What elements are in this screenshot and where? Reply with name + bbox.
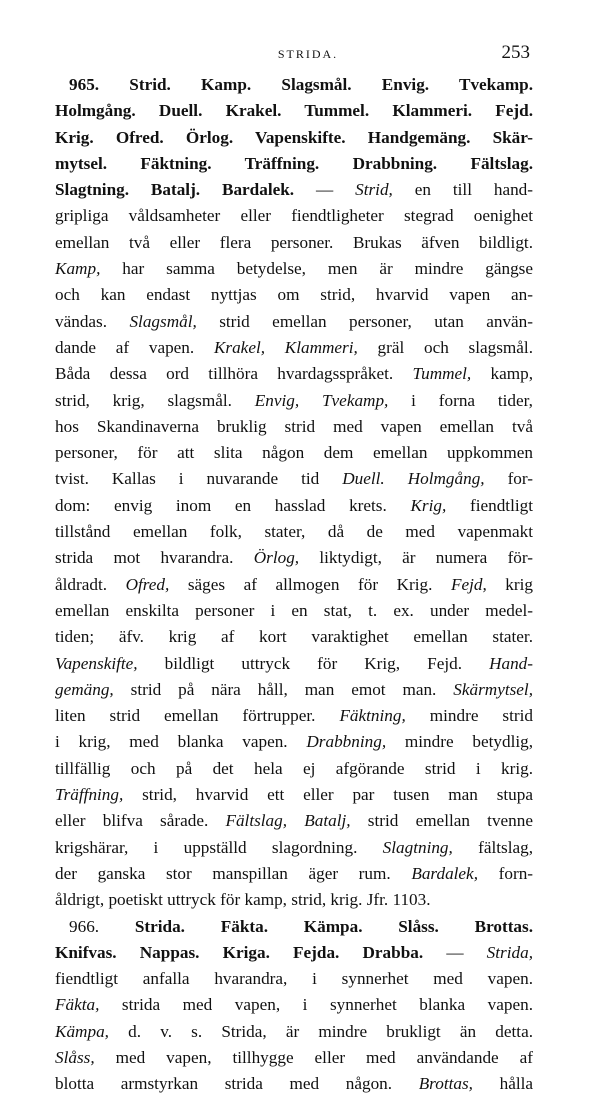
text-run: Örlog, bbox=[253, 548, 300, 568]
text-run: Knifvas. Nappas. Kriga. Fejda. Drabba. bbox=[55, 942, 424, 962]
text-run: har samma betydelse, men är mindre gängse bbox=[100, 259, 533, 279]
text-line bbox=[55, 1019, 533, 1045]
text-line bbox=[55, 887, 533, 913]
text-run: Brottas, bbox=[418, 1074, 473, 1094]
text-run: mytsel. Fäktning. Träffning. Drabbning. Fältslag. bbox=[55, 153, 533, 173]
text-run: 965. bbox=[69, 75, 130, 94]
text-run: Vapenskifte, bbox=[55, 653, 138, 673]
text-line bbox=[55, 703, 533, 729]
text-run: — bbox=[294, 180, 356, 200]
text-run: — bbox=[423, 942, 487, 962]
text-line bbox=[55, 545, 533, 571]
page-body bbox=[55, 72, 533, 1098]
text-line bbox=[55, 151, 533, 177]
text-run: dande af vapen. bbox=[55, 337, 214, 357]
text-line bbox=[55, 756, 533, 782]
text-run: fiendtligt anfalla hvarandra, i synnerhet med vapen. bbox=[55, 969, 533, 989]
text-run: säges af allmogen för Krig. bbox=[169, 574, 451, 594]
text-run: Slagsmål, bbox=[129, 311, 197, 331]
text-run: emellan två eller flera personer. Brukas äfven bildligt. bbox=[55, 232, 533, 252]
text-line bbox=[55, 835, 533, 861]
text-run: strid, krig, slagsmål. bbox=[55, 390, 255, 410]
text-run: i krig, med blanka vapen. bbox=[55, 732, 307, 752]
text-run: Båda dessa ord tillhöra hvardagsspråket. bbox=[55, 364, 413, 384]
text-line bbox=[55, 72, 533, 98]
text-line bbox=[55, 572, 533, 598]
text-line bbox=[55, 914, 533, 940]
text-run: gripliga våldsamheter eller fiendtligheter stegrad oenighet bbox=[55, 206, 533, 226]
text-run: gräl och slagsmål. bbox=[357, 337, 533, 357]
text-run: Hand- bbox=[489, 653, 533, 673]
text-run: dom: envig inom en hasslad krets. bbox=[55, 495, 411, 515]
text-run: strid emellan tvenne bbox=[350, 811, 533, 831]
text-run: Holmgång. Duell. Krakel. Tummel. Klammeri. Fejd. bbox=[55, 101, 533, 121]
text-run: eller blifva sårade. bbox=[55, 811, 226, 831]
text-run: Krig, bbox=[410, 495, 447, 515]
text-run: fältslag, bbox=[452, 837, 533, 857]
text-run: Fältslag, Batalj, bbox=[225, 811, 351, 831]
text-line bbox=[55, 519, 533, 545]
text-run: blotta armstyrkan strida med någon. bbox=[55, 1074, 419, 1094]
text-line bbox=[55, 282, 533, 308]
text-run: Bardalek, bbox=[411, 863, 478, 883]
text-line bbox=[55, 388, 533, 414]
text-run: 966. bbox=[69, 916, 135, 936]
text-run: hålla bbox=[472, 1074, 533, 1094]
text-run: gemäng, bbox=[55, 679, 114, 699]
text-line bbox=[55, 309, 533, 335]
text-run: Tummel, bbox=[412, 364, 472, 384]
text-line bbox=[55, 177, 533, 203]
text-line bbox=[55, 598, 533, 624]
text-run: i forna tider, bbox=[388, 390, 533, 410]
text-line bbox=[55, 125, 533, 151]
text-run: Strida, bbox=[486, 942, 533, 962]
text-run: tvist. Kallas i nuvarande tid bbox=[55, 469, 343, 489]
text-line bbox=[55, 861, 533, 887]
text-line bbox=[55, 98, 533, 124]
text-line bbox=[55, 230, 533, 256]
text-run: Strid, bbox=[355, 180, 393, 200]
text-run: Skärmytsel, bbox=[453, 679, 533, 699]
text-run: tillstånd emellan folk, stater, då de med vapenmakt bbox=[55, 522, 533, 542]
text-run: Drabbning, bbox=[306, 732, 387, 752]
text-run: tillfällig och på det hela ej afgörande strid i krig. bbox=[55, 758, 533, 778]
text-run: Slåss, bbox=[55, 1047, 95, 1067]
text-run: Duell. Holmgång, bbox=[342, 469, 485, 489]
text-line bbox=[55, 1045, 533, 1071]
text-run: Krakel, Klammeri, bbox=[213, 337, 358, 357]
text-run: forn- bbox=[478, 863, 534, 883]
text-run: liktydigt, är numera för- bbox=[299, 548, 533, 568]
text-run: Träffning, bbox=[55, 785, 124, 805]
text-line bbox=[55, 1071, 533, 1097]
text-run: liten strid emellan förtrupper. bbox=[55, 706, 340, 726]
text-run: Fäktning, bbox=[339, 706, 406, 726]
text-line bbox=[55, 414, 533, 440]
text-line bbox=[55, 466, 533, 492]
text-line bbox=[55, 256, 533, 282]
text-line bbox=[55, 624, 533, 650]
text-run: strida med vapen, i synnerhet blanka vapen. bbox=[99, 995, 533, 1015]
text-run: der ganska stor manspillan äger rum. bbox=[55, 863, 412, 883]
text-run: och kan endast nyttjas om strid, hvarvid vapen an- bbox=[55, 285, 533, 305]
text-run: åldrigt, poetiskt uttryck för kamp, strid, krig. Jfr. 1103. bbox=[55, 890, 431, 910]
text-run: mindre betydlig, bbox=[386, 732, 534, 752]
text-run: fiendtligt bbox=[446, 495, 533, 515]
text-line bbox=[55, 203, 533, 229]
text-run: hos Skandinaverna bruklig strid med vapen emellan två bbox=[55, 416, 533, 436]
text-run: Envig, Tvekamp, bbox=[254, 390, 389, 410]
text-run: bildligt uttryck för Krig, Fejd. bbox=[137, 653, 490, 673]
text-run: krig bbox=[486, 574, 533, 594]
text-run: Strid. Kamp. Slagsmål. Envig. Tvekamp. bbox=[129, 75, 534, 94]
text-run: med vapen, tillhygge eller med användande af bbox=[94, 1047, 533, 1067]
text-run: strid på nära håll, man emot man. bbox=[113, 679, 454, 699]
text-line bbox=[55, 782, 533, 808]
text-line bbox=[55, 440, 533, 466]
text-run: for- bbox=[484, 469, 534, 489]
text-run: Fejd, bbox=[450, 574, 487, 594]
text-run: strid, hvarvid ett eller par tusen man stupa bbox=[123, 785, 533, 805]
text-line bbox=[55, 335, 533, 361]
text-run: åldradt. bbox=[55, 574, 126, 594]
text-line bbox=[55, 992, 533, 1018]
text-run: strida mot hvarandra. bbox=[55, 548, 254, 568]
text-run: Krig. Ofred. Örlog. Vapenskifte. Handgemäng. Skär- bbox=[55, 127, 533, 147]
text-line bbox=[55, 493, 533, 519]
text-run: d. v. s. Strida, är mindre brukligt än detta. bbox=[108, 1021, 533, 1041]
text-run: en till hand- bbox=[392, 180, 533, 200]
text-run: Strida. Fäkta. Kämpa. Slåss. Brottas. bbox=[134, 916, 534, 936]
text-run: vändas. bbox=[55, 311, 130, 331]
text-run: mindre strid bbox=[405, 706, 533, 726]
text-line bbox=[55, 729, 533, 755]
text-line bbox=[55, 651, 533, 677]
text-line bbox=[55, 677, 533, 703]
text-run: Ofred, bbox=[125, 574, 170, 594]
text-run: Slagtning, bbox=[382, 837, 453, 857]
text-run: Slagtning. Batalj. Bardalek. bbox=[55, 180, 295, 200]
text-run: strid emellan personer, utan använ- bbox=[196, 311, 533, 331]
page-header bbox=[0, 42, 616, 66]
text-run: kamp, bbox=[471, 364, 534, 384]
text-line bbox=[55, 808, 533, 834]
running-title: STRIDA. bbox=[277, 47, 339, 61]
text-run: personer, för att slita någon dem emellan uppkommen bbox=[55, 443, 533, 463]
text-run: Fäkta, bbox=[55, 995, 100, 1015]
text-line bbox=[55, 966, 533, 992]
text-run: krigshärar, i uppställd slagordning. bbox=[55, 837, 383, 857]
text-run: Kämpa, bbox=[55, 1021, 109, 1041]
page-number: 253 bbox=[501, 42, 530, 63]
text-run: tiden; äfv. krig af kort varaktighet emellan stater. bbox=[55, 627, 533, 647]
text-line bbox=[55, 361, 533, 387]
text-run: emellan enskilta personer i en stat, t. ex. under medel- bbox=[55, 600, 533, 620]
text-line bbox=[55, 940, 533, 966]
text-run: Kamp, bbox=[55, 259, 101, 279]
